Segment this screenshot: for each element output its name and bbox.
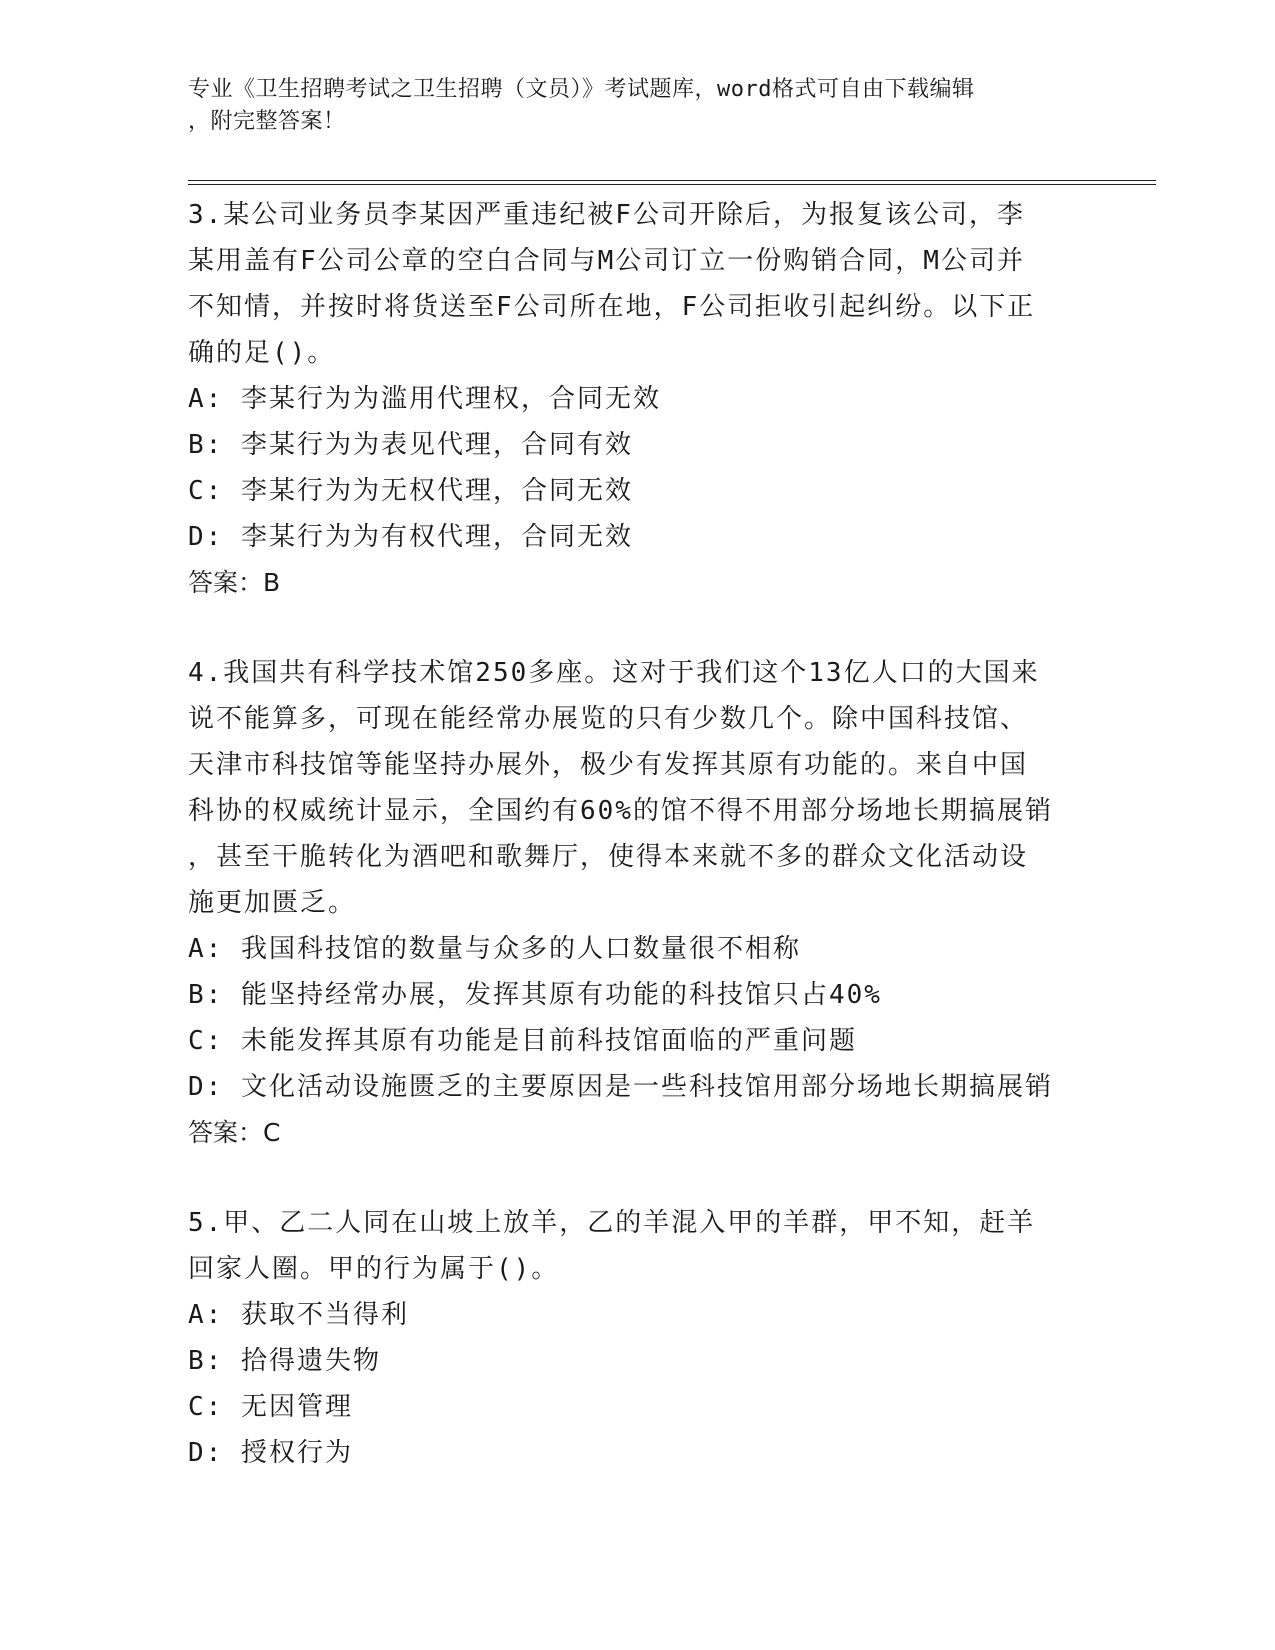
option-c: C: 无因管理 [188,1392,353,1422]
stem-line: 不知情，并按时将货送至F公司所在地，F公司拒收引起纠纷。以下正 [188,292,1036,322]
header-line-2: ，附完整答案！ [188,109,346,134]
question-stem [188,192,1088,376]
option-a: A: 李某行为为滥用代理权，合同无效 [188,384,661,414]
stem-line: 科协的权威统计显示，全国约有60%的馆不得不用部分场地长期搞展销 [188,796,1053,826]
option-b: B: 拾得遗失物 [188,1346,381,1376]
option-d: D: 文化活动设施匮乏的主要原因是一些科技馆用部分场地长期搞展销 [188,1072,1053,1102]
question-3 [188,192,1088,606]
stem-line: 确的足()。 [188,338,336,368]
question-stem [188,650,1088,926]
header-line-1: 专业《卫生招聘考试之卫生招聘（文员）》考试题库，word格式可自由下载编辑 [188,77,975,102]
option-b: B: 能坚持经常办展，发挥其原有功能的科技馆只占40% [188,980,882,1010]
option-d: D: 授权行为 [188,1438,353,1468]
stem-line: 说不能算多，可现在能经常办展览的只有少数几个。除中国科技馆、 [188,704,1029,734]
stem-line: 4.我国共有科学技术馆250多座。这对于我们这个13亿人口的大国来 [188,658,1040,688]
stem-line: 3.某公司业务员李某因严重违纪被F公司开除后，为报复该公司，李 [188,200,1025,230]
document-header [188,74,1088,138]
stem-line: 5.甲、乙二人同在山坡上放羊，乙的羊混入甲的羊群，甲不知，赶羊 [188,1208,1036,1238]
question-5 [188,1200,1088,1476]
option-b: B: 李某行为为表见代理，合同有效 [188,430,633,460]
option-a: A: 我国科技馆的数量与众多的人口数量很不相称 [188,934,801,964]
stem-line: 某用盖有F公司公章的空白合同与M公司订立一份购销合同，M公司并 [188,246,1025,276]
header-divider-bottom [188,184,1156,185]
question-stem [188,1200,1088,1292]
stem-line: 天津市科技馆等能坚持办展外，极少有发挥其原有功能的。来自中国 [188,750,1029,780]
stem-line: 回家人圈。甲的行为属于()。 [188,1254,560,1284]
option-d: D: 李某行为为有权代理，合同无效 [188,522,633,552]
answer-line: 答案：B [188,568,281,597]
option-a: A: 获取不当得利 [188,1300,409,1330]
question-list [188,192,1088,1520]
stem-line: ，甚至干脆转化为酒吧和歌舞厅，使得本来就不多的群众文化活动设 [188,842,1029,872]
stem-line: 施更加匮乏。 [188,888,357,918]
option-c: C: 未能发挥其原有功能是目前科技馆面临的严重问题 [188,1026,857,1056]
answer-line: 答案：C [188,1118,281,1147]
question-4 [188,650,1088,1156]
option-c: C: 李某行为为无权代理，合同无效 [188,476,633,506]
header-divider-top [188,180,1156,181]
